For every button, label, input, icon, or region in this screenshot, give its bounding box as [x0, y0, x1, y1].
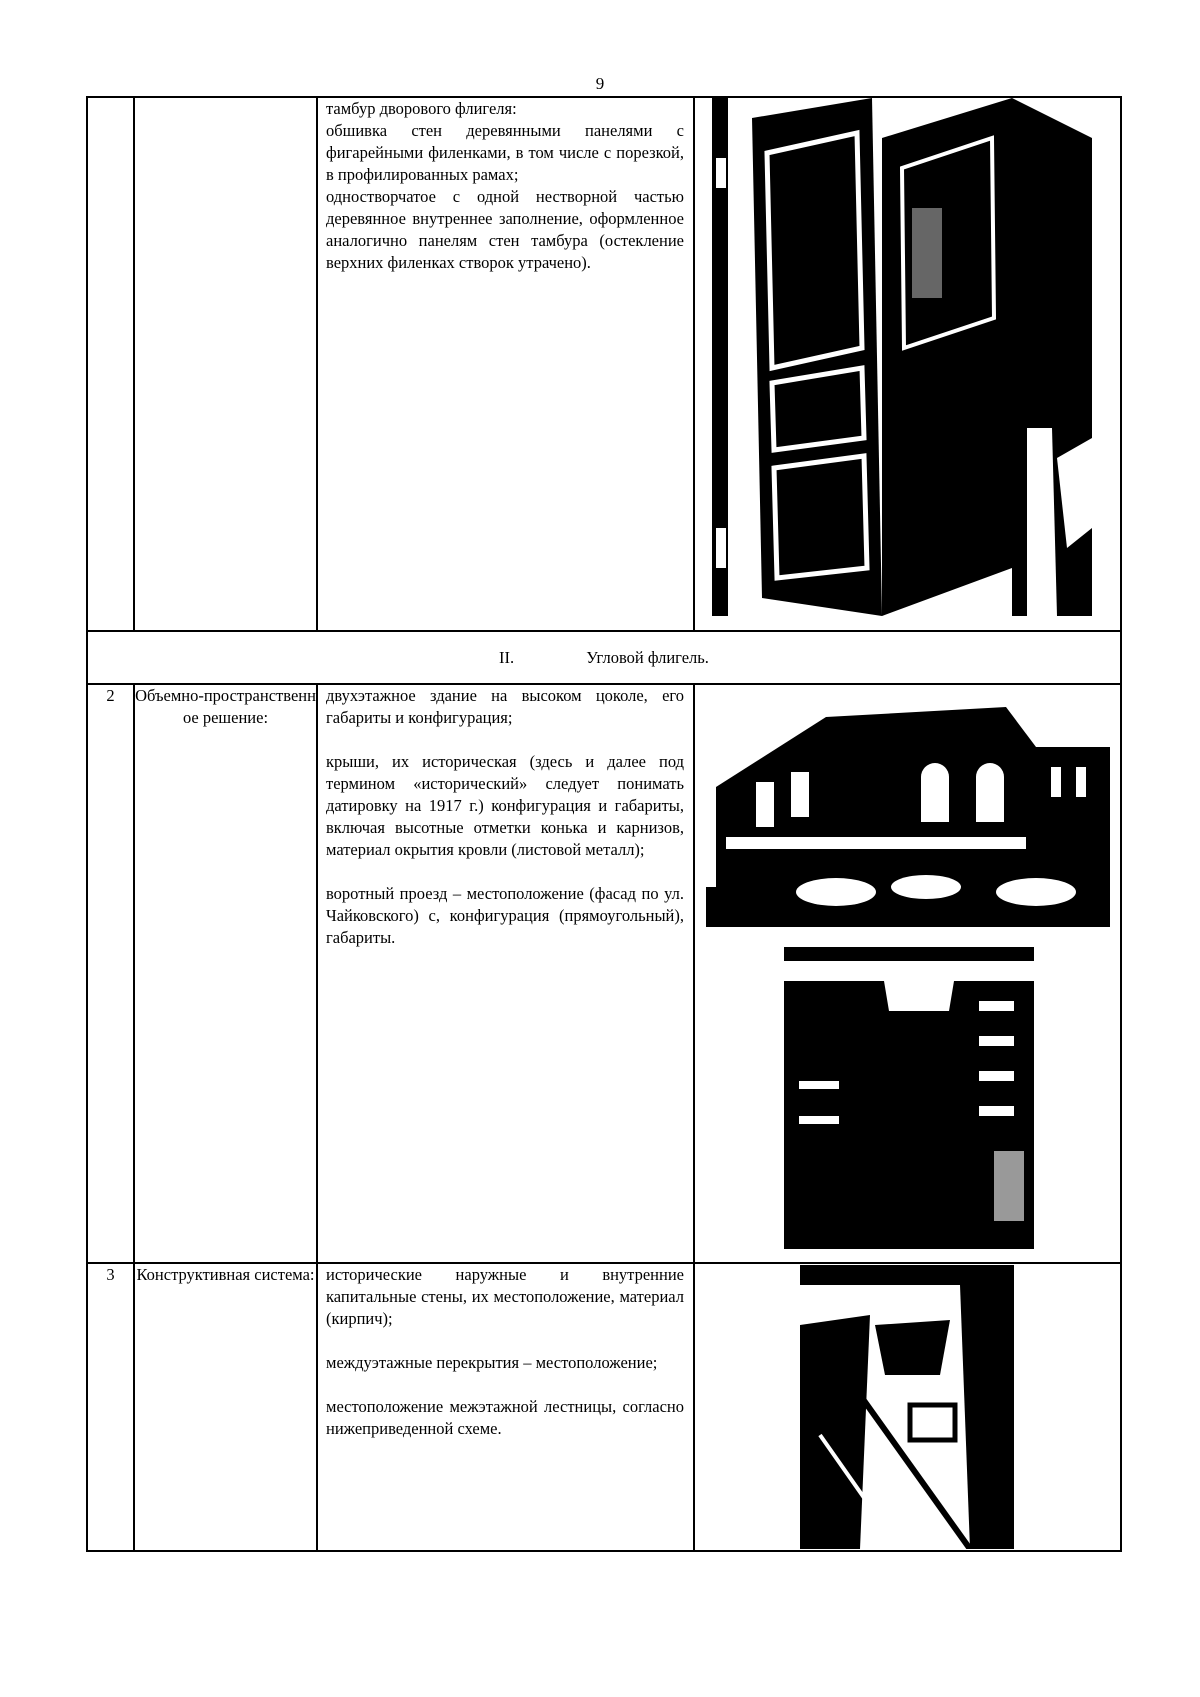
door-photo: [712, 98, 1092, 616]
row-2-label: Объемно-пространственное решение:: [135, 686, 316, 727]
staircase-photo: [800, 1265, 1014, 1549]
page-number: 9: [595, 74, 605, 93]
paragraph: междуэтажные перекрытия – местоположение;: [326, 1353, 658, 1372]
row-3-number: 3: [106, 1265, 115, 1284]
column-divider: [693, 96, 695, 632]
paragraph: местоположение межэтажной лестницы, согласно нижеприведенной схеме.: [326, 1397, 684, 1438]
row-2-number: 2: [106, 686, 115, 705]
table-border-left: [86, 96, 88, 1552]
paragraph: крыши, их историческая (здесь и далее под термином «исторический» следует понимать датировку на 1917 г.) конфигурация и габариты, включая высотные отметки конька и карнизов, материал окрытия кровли (листовой металл);: [326, 752, 684, 859]
table-border-bottom: [86, 1550, 1122, 1552]
paragraph: тамбур дворового флигеля:: [326, 99, 517, 118]
section-title: Угловой флигель.: [586, 648, 709, 667]
column-divider: [133, 683, 135, 1552]
building-photo: [706, 687, 1110, 927]
column-divider: [133, 96, 135, 632]
table-border-right: [1120, 96, 1122, 1552]
section-heading: [88, 647, 1120, 669]
column-divider: [316, 683, 318, 1552]
paragraph: исторические наружные и внутренние капитальные стены, их местоположение, материал (кирпич);: [326, 1265, 684, 1328]
row-2-description: [326, 685, 684, 949]
row-1-description: [326, 98, 684, 274]
row-3-description: [326, 1264, 684, 1440]
column-divider: [316, 96, 318, 632]
gateway-photo: [784, 941, 1034, 1249]
paragraph: одностворчатое с одной нестворной частью деревянное внутреннее заполнение, оформленное аналогично панелям стен тамбура (остекление верхних филенках створок утрачено).: [326, 187, 684, 272]
row-3-label: Конструктивная система:: [136, 1265, 315, 1284]
column-divider: [693, 683, 695, 1552]
paragraph: воротный проезд – местоположение (фасад по ул. Чайковского) с, конфигурация (прямоугольный), габариты.: [326, 884, 684, 947]
paragraph: обшивка стен деревянными панелями с фигарейными филенками, в том числе с порезкой, в профилированных рамах;: [326, 121, 684, 184]
paragraph: двухэтажное здание на высоком цоколе, его габариты и конфигурация;: [326, 686, 684, 727]
table-row-divider: [86, 630, 1122, 632]
section-numeral: II.: [499, 648, 515, 667]
